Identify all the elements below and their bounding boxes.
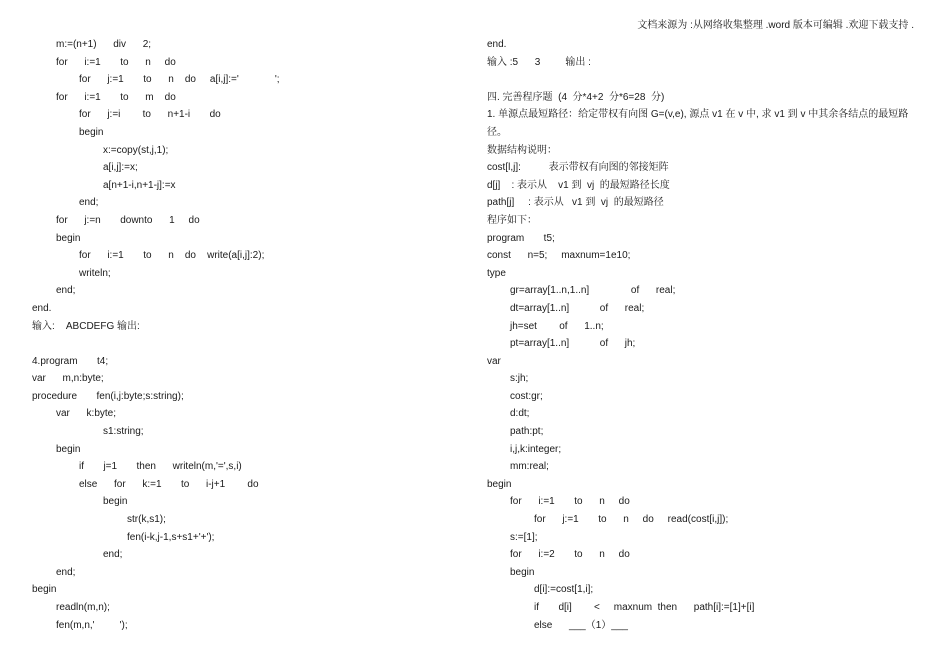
code-line: for j:=1 to n do a[i,j]:=' ';: [79, 74, 280, 86]
text-line: cost[l,j]: 表示带权有向图的邻接矩阵: [487, 162, 669, 174]
blank-line: [32, 335, 452, 353]
code-line: for j:=i to n+1-i do: [79, 109, 221, 121]
code-line: 4.program t4;: [32, 355, 109, 367]
code-line: end;: [103, 549, 123, 561]
page-header-note: 文档来源为 :从网络收集整理 .word 版本可编辑 .欢迎下载支持 .: [637, 20, 914, 31]
code-line: path:pt;: [510, 426, 544, 438]
code-line: str(k,s1);: [127, 514, 166, 526]
code-line: end.: [487, 39, 507, 50]
code-line: if j=1 then writeln(m,'=',s,i): [79, 461, 242, 473]
code-line: begin: [79, 126, 104, 138]
code-line: if d[i] < maxnum then path[i]:=[1]+[i]: [534, 602, 755, 613]
code-line: readln(m,n);: [56, 602, 110, 613]
code-line: s:jh;: [510, 373, 529, 385]
code-line: begin: [56, 232, 81, 244]
code-line: s:=[1];: [510, 531, 538, 543]
left-code-column: [32, 36, 452, 634]
code-line: begin: [487, 478, 512, 490]
code-line: else for k:=1 to i-j+1 do: [79, 478, 259, 490]
io-line: 输入 :5 3 输出 :: [487, 56, 591, 68]
section-heading: 四. 完善程序题 (4 分*4+2 分*6=28 分): [487, 91, 665, 103]
code-line: procedure fen(i,j:byte;s:string);: [32, 390, 184, 402]
code-line: d[i]:=cost[1,i];: [534, 584, 594, 596]
code-line: fen(m,n,' ');: [56, 619, 128, 631]
code-line: for i:=1 to n do: [510, 496, 630, 508]
code-line: gr=array[1..n,1..n] of real;: [510, 285, 676, 297]
blank-line: [487, 71, 927, 89]
code-line: end.: [32, 302, 52, 314]
code-line: a[i,j]:=x;: [103, 162, 138, 174]
code-line: pt=array[1..n] of jh;: [510, 338, 636, 350]
right-text-column: [487, 36, 927, 634]
code-line: begin: [103, 496, 128, 508]
code-line: for i:=1 to m do: [56, 91, 176, 103]
code-line: i,j,k:integer;: [510, 443, 562, 455]
code-line: for i:=1 to n do write(a[i,j]:2);: [79, 250, 265, 262]
code-line: m:=(n+1) div 2;: [56, 39, 152, 50]
code-line: writeln;: [79, 267, 111, 279]
fill-blank-line: else ___（1）___: [534, 619, 628, 631]
code-line: a[n+1-i,n+1-j]:=x: [103, 179, 176, 191]
problem-statement: 1. 单源点最短路径：给定带权有向图 G=(v,e), 源点 v1 在 v 中, 求 v1 到 v 中其余各结点的最短路径。: [487, 109, 909, 138]
code-line: type: [487, 267, 506, 279]
io-line: 输入: ABCDEFG 输出:: [32, 320, 140, 332]
code-line: end;: [56, 285, 76, 297]
code-line: s1:string;: [103, 426, 144, 438]
text-line: d[j] : 表示从 v1 到 vj 的最短路径长度: [487, 179, 670, 191]
code-line: d:dt;: [510, 408, 530, 420]
code-line: var k:byte;: [56, 408, 117, 420]
code-line: end;: [79, 197, 99, 209]
code-line: end;: [56, 566, 76, 578]
code-line: jh=set of 1..n;: [510, 320, 604, 332]
code-line: for j:=1 to n do read(cost[i,j]);: [534, 514, 729, 526]
code-line: begin: [56, 443, 81, 455]
text-line: path[j] : 表示从 v1 到 vj 的最短路径: [487, 197, 664, 209]
code-line: program t5;: [487, 232, 555, 244]
code-line: dt=array[1..n] of real;: [510, 302, 645, 314]
code-line: const n=5; maxnum=1e10;: [487, 250, 631, 262]
code-line: for j:=n downto 1 do: [56, 214, 200, 226]
code-line: cost:gr;: [510, 390, 543, 402]
text-line: 数据结构说明：: [487, 144, 557, 156]
code-line: mm:real;: [510, 461, 549, 473]
code-line: for i:=2 to n do: [510, 549, 630, 561]
code-line: var m,n:byte;: [32, 373, 104, 385]
text-line: 程序如下：: [487, 214, 537, 226]
code-line: fen(i-k,j-1,s+s1+'+');: [127, 531, 215, 543]
code-line: for i:=1 to n do: [56, 56, 176, 68]
code-line: x:=copy(st,j,1);: [103, 144, 169, 156]
code-line: var: [487, 355, 501, 367]
code-line: begin: [32, 584, 57, 596]
code-line: begin: [510, 566, 535, 578]
